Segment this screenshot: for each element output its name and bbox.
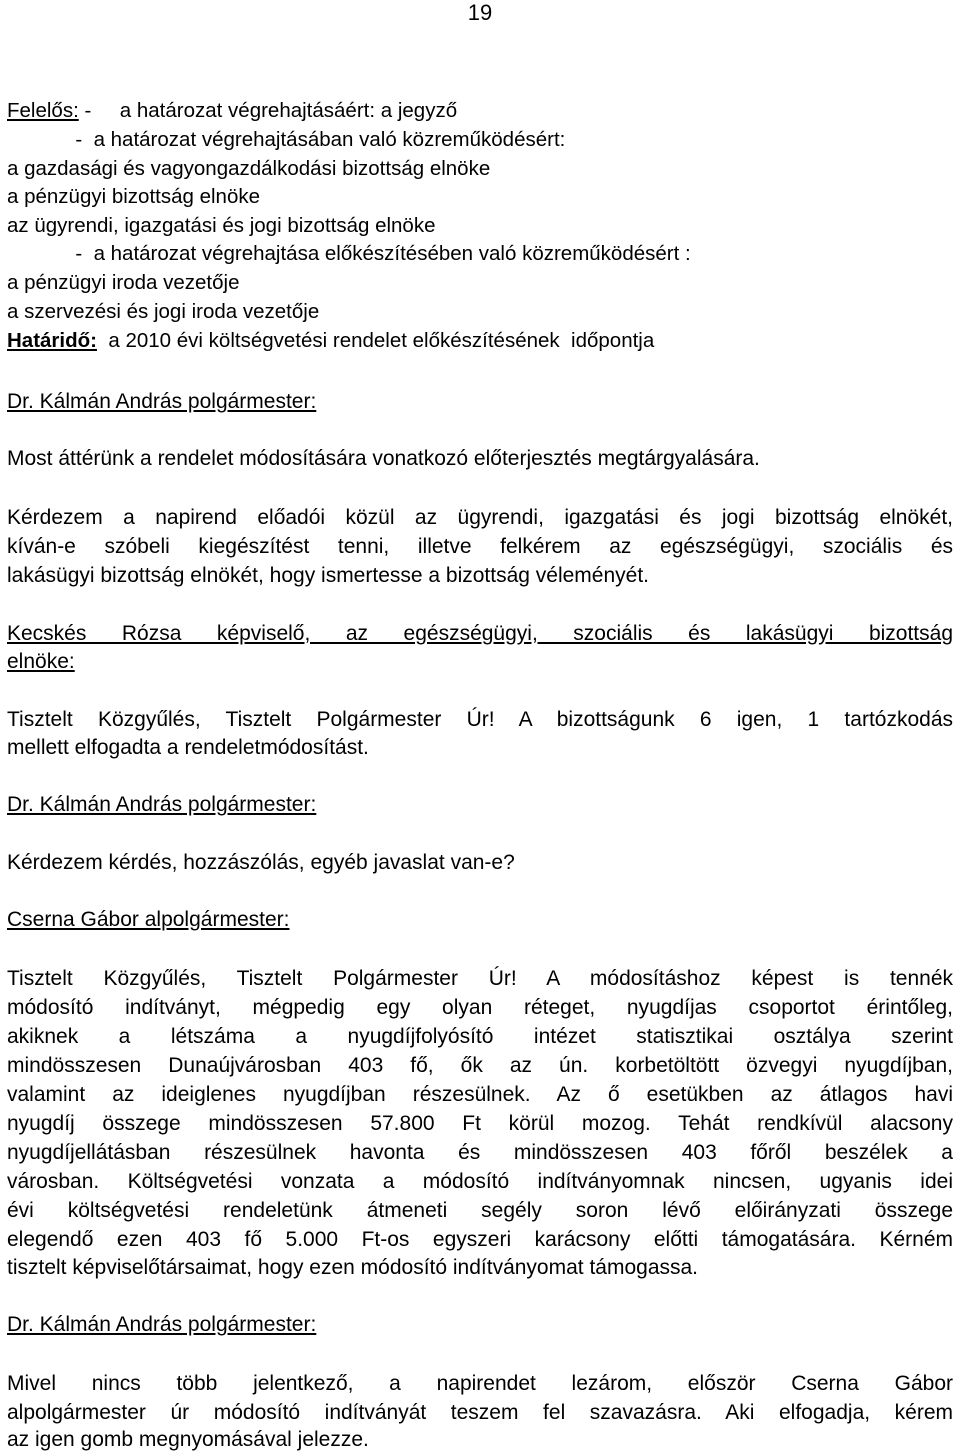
responsibility-line: - a határozat végrehajtásában való közreműködésért:	[7, 128, 566, 151]
paragraph-line: nyugdíj összege mindösszesen 57.800 Ft körül mozog. Tehát rendkívül alacsony	[7, 1112, 953, 1135]
paragraph-line: valamint az ideiglenes nyugdíjban részesülnek. Az ő esetükben az átlagos havi	[7, 1083, 953, 1106]
responsibility-line: a pénzügyi iroda vezetője	[7, 271, 240, 294]
page-number: 19	[467, 0, 493, 25]
paragraph-line: városban. Költségvetési vonzata a módosító indítványomnak nincsen, ugyanis idei	[7, 1170, 953, 1193]
hatarido-line	[7, 328, 654, 354]
paragraph-line: módosító indítványt, mégpedig egy olyan réteget, nyugdíjas csoportot érintőleg,	[7, 996, 953, 1019]
speaker-heading: elnöke:	[7, 650, 75, 673]
paragraph-line: lakásügyi bizottság elnökét, hogy ismertesse a bizottság véleményét.	[7, 564, 650, 587]
paragraph-line: Mivel nincs több jelentkező, a napirendet lezárom, először Cserna Gábor	[7, 1372, 953, 1395]
paragraph-line: mindösszesen Dunaújvárosban 403 fő, ők az ún. korbetöltött özvegyi nyugdíjban,	[7, 1054, 953, 1077]
paragraph-line: alpolgármester úr módosító indítványát teszem fel szavazásra. Aki elfogadja, kérem	[7, 1401, 953, 1424]
felelos-label: Felelős:	[7, 99, 79, 122]
paragraph: Most áttérünk a rendelet módosítására vonatkozó előterjesztés megtárgyalására.	[7, 447, 760, 470]
paragraph-line: akiknek a létszáma a nyugdíjfolyósító intézet statisztikai osztálya szerint	[7, 1025, 953, 1048]
paragraph-line: Tisztelt Közgyűlés, Tisztelt Polgármester Úr! A bizottságunk 6 igen, 1 tartózkodás	[7, 708, 953, 731]
felelos-line	[7, 98, 457, 124]
responsibility-line: a pénzügyi bizottság elnöke	[7, 185, 261, 208]
paragraph: Kérdezem kérdés, hozzászólás, egyéb javaslat van-e?	[7, 851, 515, 874]
paragraph-line: nyugdíjellátásban részesülnek havonta és mindösszesen 403 főről beszélek a	[7, 1141, 953, 1164]
responsibility-line: a szervezési és jogi iroda vezetője	[7, 300, 320, 323]
paragraph-line: az igen gomb megnyomásával jelezze.	[7, 1428, 369, 1451]
responsibility-line: az ügyrendi, igazgatási és jogi bizottság elnöke	[7, 214, 436, 237]
paragraph-line: Kérdezem a napirend előadói közül az ügyrendi, igazgatási és jogi bizottság elnökét,	[7, 506, 953, 529]
speaker-heading: Kecskés Rózsa képviselő, az egészségügyi, szociális és lakásügyi bizottság	[7, 622, 953, 645]
hatarido-label: Határidő:	[7, 329, 97, 352]
speaker-heading: Cserna Gábor alpolgármester:	[7, 908, 290, 931]
hatarido-text: a 2010 évi költségvetési rendelet előkészítésének időpontja	[96, 329, 655, 352]
paragraph-line: évi költségvetési rendeletünk átmeneti segély soron lévő előirányzati összege	[7, 1199, 953, 1222]
felelos-text: - a határozat végrehajtásáért: a jegyző	[78, 99, 458, 122]
paragraph-line: kíván-e szóbeli kiegészítést tenni, illetve felkérem az egészségügyi, szociális és	[7, 535, 953, 558]
paragraph-line: elegendő ezen 403 fő 5.000 Ft-os egyszeri karácsony előtti támogatására. Kérném	[7, 1228, 953, 1251]
responsibility-line: a gazdasági és vagyongazdálkodási bizottság elnöke	[7, 157, 491, 180]
responsibility-line: - a határozat végrehajtása előkészítésében való közreműködésért :	[7, 242, 691, 265]
paragraph-line: tisztelt képviselőtársaimat, hogy ezen módosító indítványomat támogassa.	[7, 1256, 699, 1279]
paragraph-line: Tisztelt Közgyűlés, Tisztelt Polgármester Úr! A módosításhoz képest is tennék	[7, 967, 953, 990]
speaker-heading: Dr. Kálmán András polgármester:	[7, 1313, 317, 1336]
speaker-heading: Dr. Kálmán András polgármester:	[7, 390, 317, 413]
speaker-heading: Dr. Kálmán András polgármester:	[7, 793, 317, 816]
paragraph-line: mellett elfogadta a rendeletmódosítást.	[7, 736, 369, 759]
